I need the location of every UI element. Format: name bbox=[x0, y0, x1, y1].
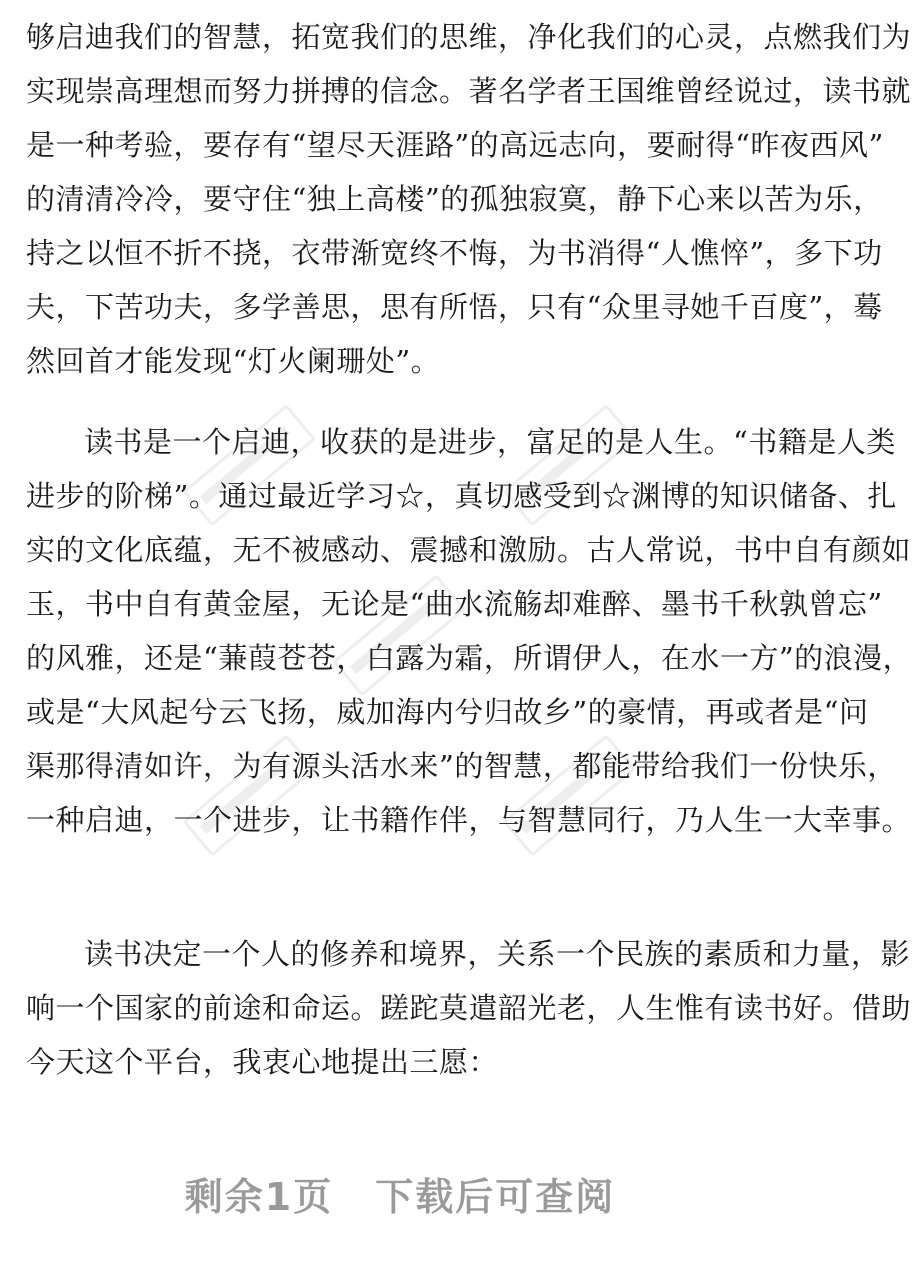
text-line: 进步的阶梯”。通过最近学习☆，真切感受到☆渊博的知识储备、扎 bbox=[26, 479, 897, 513]
text-line: 响一个国家的前途和命运。蹉跎莫遣韶光老，人生惟有读书好。借助 bbox=[26, 991, 912, 1025]
text-line: 玉，书中自有黄金屋，无论是“曲水流觞却难醉、墨书千秋孰曾忘” bbox=[26, 587, 883, 621]
text-line: 的风雅，还是“蒹葭苍苍，白露为霜，所谓伊人，在水一方”的浪漫， bbox=[26, 641, 912, 675]
paragraph-1 bbox=[26, 10, 912, 388]
text-line: 今天这个平台，我衷心地提出三愿： bbox=[26, 1045, 499, 1079]
download-hint-label: 下载后可查阅 bbox=[375, 1175, 616, 1219]
text-line: 夫，下苦功夫，多学善思，思有所悟，只有“众里寻她千百度”，蓦 bbox=[26, 290, 883, 324]
remaining-pages-label: 剩余1页 bbox=[184, 1175, 334, 1219]
text-line: 一种启迪，一个进步，让书籍作伴，与智慧同行，乃人生一大幸事。 bbox=[26, 803, 912, 837]
text-line: 然回首才能发现“灯火阑珊处”。 bbox=[26, 344, 441, 378]
paragraph-3 bbox=[26, 927, 912, 1089]
download-prompt-banner[interactable] bbox=[0, 1166, 800, 1221]
text-line: 实的文化底蕴，无不被感动、震撼和激励。古人常说，书中自有颜如 bbox=[26, 533, 912, 567]
paragraph-2 bbox=[26, 415, 912, 847]
text-line: 的清清冷冷，要守住“独上高楼”的孤独寂寞，静下心来以苦为乐， bbox=[26, 182, 883, 216]
text-line: 够启迪我们的智慧，拓宽我们的思维，净化我们的心灵，点燃我们为 bbox=[26, 20, 912, 54]
text-line: 读书是一个启迪，收获的是进步，富足的是人生。“书籍是人类 bbox=[84, 425, 896, 459]
text-line: 是一种考验，要存有“望尽天涯路”的高远志向，要耐得“昨夜西风” bbox=[26, 128, 884, 162]
text-line: 渠那得清如许，为有源头活水来”的智慧，都能带给我们一份快乐， bbox=[26, 749, 897, 783]
text-line: 持之以恒不折不挠，衣带渐宽终不悔，为书消得“人憔悴”，多下功 bbox=[26, 236, 883, 270]
text-line: 读书决定一个人的修养和境界，关系一个民族的素质和力量，影 bbox=[84, 937, 911, 971]
text-line: 或是“大风起兮云飞扬，威加海内兮归故乡”的豪情，再或者是“问 bbox=[26, 695, 869, 729]
text-line: 实现崇高理想而努力拼搏的信念。著名学者王国维曾经说过，读书就 bbox=[26, 74, 912, 108]
